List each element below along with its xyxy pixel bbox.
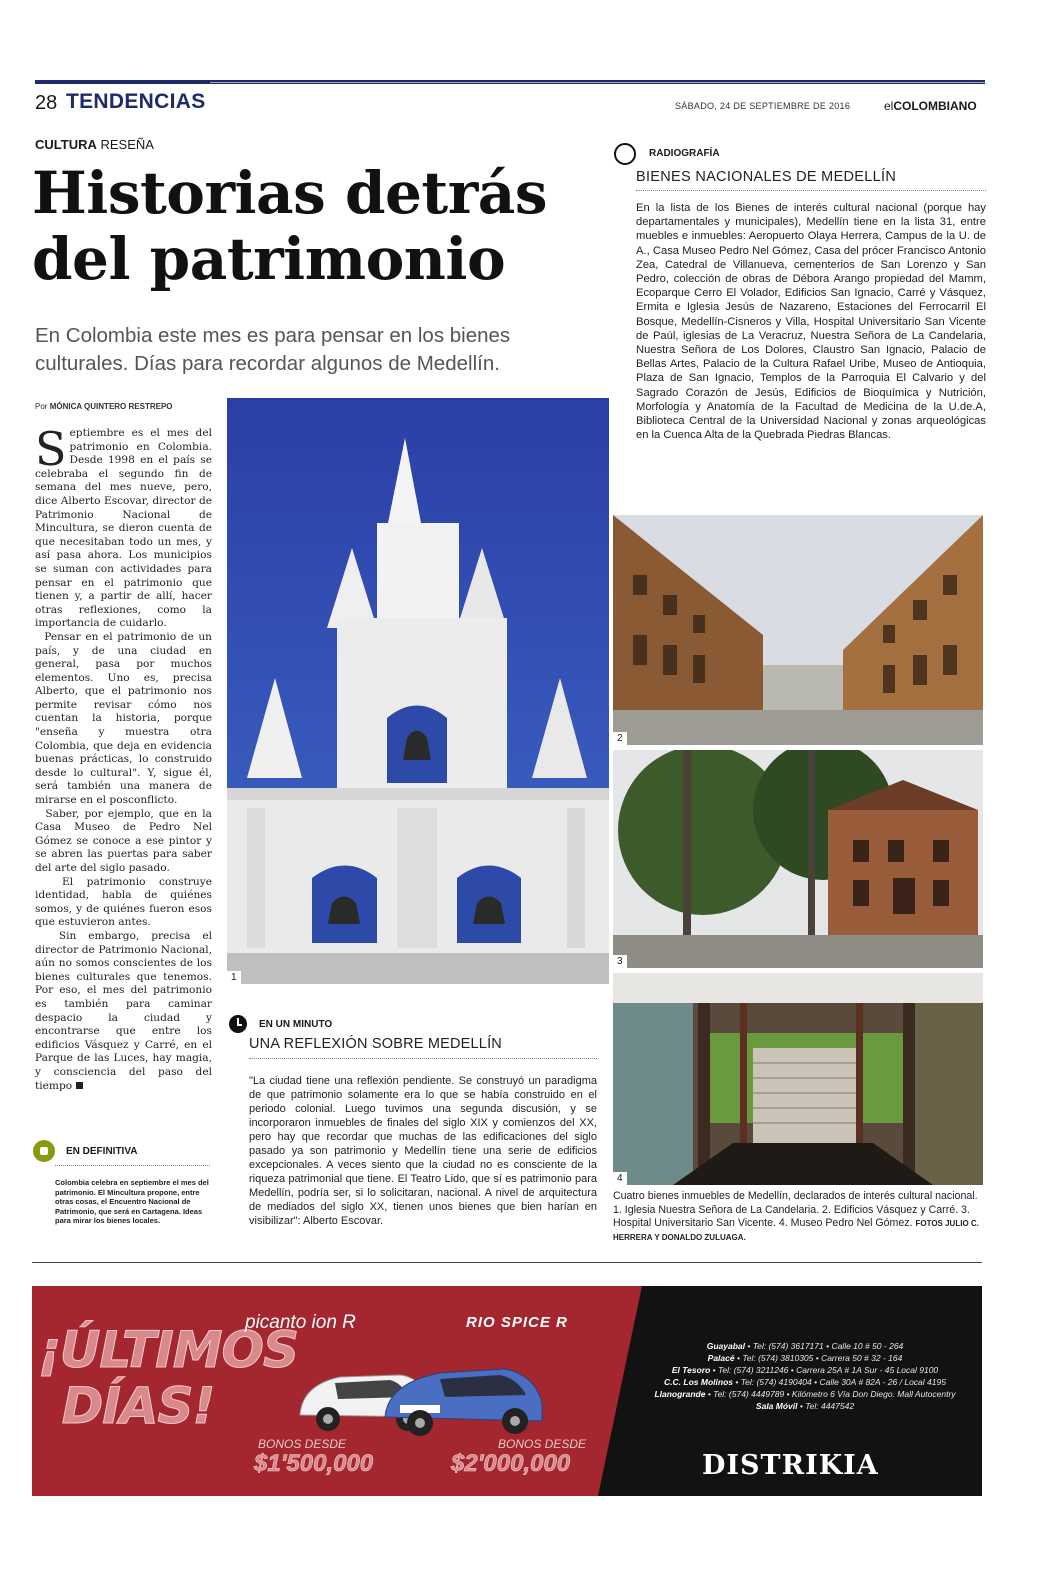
brand-prefix: el [884,99,894,113]
minuto-quote: "La ciudad tiene una reflexión pendiente. Se construyó un paradigma de que patrimonio solamente era lo que se había construido en el periodo colonial. Luego tuvimos una segunda discusión, y se incorporaron inmuebles de finales del siglo XIX y comienzos del XX, pero hay que recordar que muchas de las edificaciones del siglo pasado ya son patrimonio y Medellín tiene una serie de edificios excepcionales. A veces siento que la ciudad no es consciente de la riqueza patrimonial que tiene. El Teatro Lido, que sí es patrimonio para Medellín, podría ser, si lo solicitaran, nacional. A nivel de arquitectura de mediados del siglo XX, tienen unos bienes que bien harían en visibilizar": Alberto Escovar. [249,1075,597,1227]
definitiva-title: EN DEFINITIVA [66,1146,138,1157]
store-info: • Tel: (574) 4449789 • Kilómetro 6 Vía Don Diego. Mall Autocentry [707,1389,956,1399]
ad-bono-price: $1'500,000 [254,1450,374,1477]
ad-headline [38,1321,298,1435]
paragraph-text: eptiembre es el mes del patrimonio en Colombia. Desde 1998 en el país se celebraba el segundo fin de semana del mes nueve, pero, dice Alberto Escovar, director de Patrimonio Nacional de Mincultura, se dieron cuenta de que necesitaban todo un mes, y así pasa ahora. Los municipios se suman con actividades para pensar en el patrimonio que tienen y, a partir de allí, hacer otras reflexiones, como la importancia de cuidarlo. [35,427,212,630]
photo-label: 4 [613,1172,627,1185]
radiografia-title: RADIOGRAFÍA [649,148,720,159]
divider [55,1165,210,1166]
paragraph [35,422,212,631]
newspaper-brand [884,99,977,113]
store-line [640,1364,970,1376]
page-number: 28 [35,92,58,114]
paragraph-text: Pensar en el patrimonio de un país, y de una ciudad en general, pasa por muchos elementos. Uno es, precisa Alberto, que el patrimonio nos permite revisar cómo nos cuentan la historia, porque "enseña y muestra otra Colombia, que deja en evidencia buenas prácticas, lo construido desde lo cultural". Y, sigue él, será también una manera de mirarse en el posconflicto. [35,630,212,807]
paragraph [35,876,212,930]
photo-label: 1 [227,971,241,984]
store-info: • Tel: (574) 3211246 • Carrera 25A # 1A Sur - 45 Local 9100 [712,1365,939,1375]
kicker-main: CULTURA [35,137,97,152]
photo-label: 2 [613,732,627,745]
minuto-title: EN UN MINUTO [259,1019,333,1030]
photo-museum [613,973,983,1185]
photo-church [227,398,609,984]
paragraph-text: El patrimonio construye identidad, habla de quiénes somos, y de quiénes fueron esos que estuvieron antes. [35,875,212,929]
paragraph-text: Sin embargo, precisa el director de Patrimonio Nacional, aún no somos conscientes de los bienes culturales que tenemos. Por eso, el mes del patrimonio es también para caminar despacio la ciudad y encontrarse que entre los edificios Vásquez y Carré, en el Parque de las Luces, hay magia, y consciencia del paso del tiempo [35,929,212,1092]
store-name: El Tesoro [671,1365,711,1375]
store-info: • Tel: 4447542 [799,1401,855,1411]
store-name: Sala Móvil [755,1401,798,1411]
definitiva-text: Colombia celebra en septiembre el mes del patrimonio. El Mincultura propone, entre otras cosas, el Encuentro Nacional de Patrimonio, que será en Cartagena. Ideas para mirar los bienes locales. [55,1178,209,1226]
paragraph-text: Saber, por ejemplo, que en la Casa Museo de Pedro Nel Gómez se conoce a ese pintor y se abren las puertas para saber del arte del siglo pasado. [35,807,212,874]
magnifier-icon [614,143,636,165]
photo-hospital [613,750,983,968]
photo-label: 3 [613,955,627,968]
store-line [640,1376,970,1388]
ad-brand-logo: DISTRIKIA [702,1450,879,1481]
issue-date: SÁBADO, 24 DE SEPTIEMBRE DE 2016 [675,101,851,111]
caption-text: Cuatro bienes inmuebles de Medellín, declarados de interés cultural nacional. 1. Iglesia Nuestra Señora de La Candelaria. 2. Edificios Vásquez y Carré. 3. Hospital Universitario San Vicente. 4. Museo Pedro Nel Gómez. [613,1190,978,1229]
radiografia-subtitle: BIENES NACIONALES DE MEDELLÍN [636,169,897,185]
store-line [640,1400,970,1412]
ad-headline-line: DÍAS! [61,1377,215,1435]
ad-store-list [640,1340,970,1412]
paragraph [35,930,212,1093]
store-name: Guayabal [706,1341,745,1351]
ad-bono-label: BONOS DESDE [498,1437,587,1451]
ad-bono-label: BONOS DESDE [258,1437,347,1451]
dropcap: S [35,422,67,476]
paragraph [35,631,212,808]
byline [35,402,173,411]
store-name: Palacé [707,1353,735,1363]
store-line [640,1352,970,1364]
store-info: • Tel: (574) 3810305 • Carrera 50 # 32 - 164 [736,1353,903,1363]
header-thin-rule [210,82,985,83]
photo-buildings [613,515,983,745]
minuto-subtitle: UNA REFLEXIÓN SOBRE MEDELLÍN [249,1036,502,1052]
store-line [640,1388,970,1400]
divider [249,1058,597,1059]
deck: En Colombia este mes es para pensar en los bienes culturales. Días para recordar algunos de Medellín. [35,324,511,375]
ad-model-picanto: picanto ion R [245,1312,356,1333]
ad-cars-image [290,1355,550,1440]
brand-name: COLOMBIANO [893,99,977,113]
ad-bono-price: $2'000,000 [451,1450,571,1477]
ad-headline-line: ¡ÚLTIMOS [38,1321,298,1379]
byline-prefix: Por [35,402,48,411]
byline-author: MÓNICA QUINTERO RESTREPO [49,402,173,411]
kicker-sub: RESEÑA [100,137,154,152]
store-name: Llanogrande [654,1389,706,1399]
store-info: • Tel: (574) 4190404 • Calle 30A # 82A - 26 / Local 4195 [735,1377,946,1387]
definitiva-icon [33,1140,55,1162]
article-body [35,422,212,1093]
end-mark [76,1082,83,1089]
radiografia-text: En la lista de los Bienes de interés cultural nacional (porque hay departamentales y municipales), Medellín tiene en la lista 31, entre muebles e inmuebles: Aeropuerto Olaya Herrera, Campus de la U. de A., Casa Museo Pedro Nel Gómez, Casa del prócer Francisco Antonio Zea, Catedral de Villanueva, cementerios de San Lorenzo y San Pedro, colección de obras de Débora Arango propiedad del Mamm, Ecoparque Cerro El Volador, Edificios San Ignacio, Carré y Vásquez, Ermita e Iglesia Jesús de Nazareno, Estaciones del Ferrocarril El Bosque, Medellín-Cisneros y Villa, Hospital Universitario San Vicente de Paúl, iglesias de La Veracruz, Nuestra Señora de La Candelaria, Nuestra Señora de Los Dolores, Claustro San Ignacio, Palacio de Bellas Artes, Palacio de la Cultura Rafael Uribe, Museo de Antioquia, Plaza de San Ignacio, Templos de la Parroquia El Calvario y del Sagrado Corazón de Jesús, Edificios de Bioquímica y Nutrición, Morfología y Anatomía de la Facultad de Medicina de la U.de.A, Biblioteca Central de la Universidad Nacional y zonas arqueológicas en la Cuenca Alta de la Quebrada Piedras Blancas. [636,202,986,442]
store-name: C.C. Los Molinos [664,1377,733,1387]
ad-separator [32,1262,982,1263]
store-info: • Tel: (574) 3617171 • Calle 10 # 50 - 264 [747,1341,904,1351]
kicker [35,137,154,152]
divider [636,190,986,191]
photo-credit: FOTOS JULIO C. HERRERA Y DONALDO ZULUAGA. [613,1219,979,1242]
headline: Historias detrás del patrimonio [32,159,548,293]
clock-icon [229,1015,247,1033]
store-line [640,1340,970,1352]
paragraph [35,808,212,876]
ad-model-rio: RIO SPICE R [466,1314,568,1331]
photo-caption [613,1190,983,1244]
section-name: TENDENCIAS [66,90,206,113]
